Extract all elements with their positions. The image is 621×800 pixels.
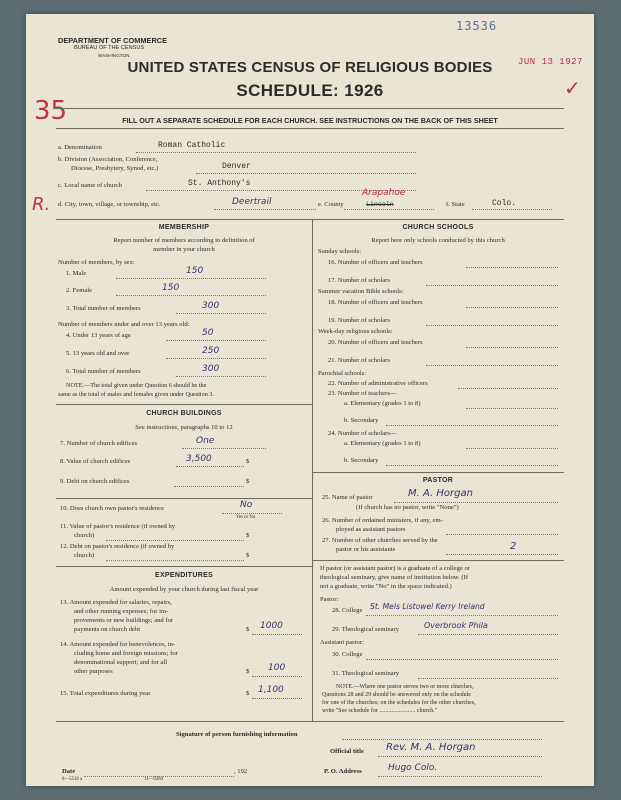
church-name-field[interactable]: St. Anthony's — [188, 179, 251, 188]
graduate-text-1: If pastor (or assistant pastor) is a graduate of a college or — [320, 565, 470, 572]
expenditures-rule — [56, 566, 312, 567]
q1-label: 1. Male — [66, 270, 87, 277]
membership-note-2: same as the total of males and females given under Question 3. — [58, 391, 215, 398]
margin-number: 35 — [34, 96, 68, 126]
q29-label: 29. Theological seminary — [332, 626, 400, 633]
q23b-field[interactable] — [386, 425, 558, 426]
q12-debt-field[interactable] — [106, 560, 244, 561]
q11-label-1: 11. Value of pastor's residence (if owned by — [60, 523, 176, 530]
division-label-2: Diocese, Presbytery, Synod, etc.) — [71, 165, 159, 172]
q26-label-2: ployed as assistant pastors — [336, 526, 406, 533]
q13-dollar: $ — [246, 626, 250, 633]
q10-line — [222, 513, 282, 514]
form-number: 8—5518 a — [62, 777, 83, 782]
buildings-title: CHURCH BUILDINGS — [146, 410, 222, 417]
year-label: , 192 — [234, 768, 248, 775]
top-rule — [56, 108, 564, 109]
q11-value-field[interactable] — [106, 540, 244, 541]
q5-label: 5. 13 years old and over — [66, 350, 130, 357]
q14-label-1: 14. Amount expended for benevolences, in- — [60, 641, 176, 648]
po-address-field[interactable]: Hugo Colo. — [388, 763, 438, 773]
q28-college-field[interactable]: St. Mels Listowel Kerry Ireland — [370, 602, 485, 611]
q17-label: 17. Number of scholars — [328, 277, 390, 284]
denomination-field[interactable]: Roman Catholic — [158, 141, 226, 150]
q24a-label: a. Elementary (grades 1 to 8) — [344, 440, 421, 447]
q25-label: 25. Name of pastor — [322, 494, 373, 501]
expenditures-title: EXPENDITURES — [154, 572, 214, 579]
q10-owns-residence-field[interactable]: No — [240, 500, 253, 510]
membership-title: MEMBERSHIP — [158, 224, 210, 231]
by-sex-label: Number of members, by sex: — [58, 259, 135, 266]
q2-female-field[interactable]: 150 — [162, 283, 180, 293]
q13-label-4: payments on church debt — [74, 626, 141, 633]
q4-label: 4. Under 13 years of age — [66, 332, 131, 339]
q12-label-1: 12. Debt on pastor's residence (if owned by — [60, 543, 175, 550]
pastor-title: PASTOR — [422, 477, 454, 484]
q14-dollar: $ — [246, 668, 250, 675]
pastor-note-3: for one of the churches; on the schedules for the other churches, — [322, 700, 476, 706]
q15-dollar: $ — [246, 690, 250, 697]
footer-rule — [56, 721, 564, 722]
county-line — [344, 209, 434, 210]
denomination-label: a. Denomination — [58, 144, 102, 151]
q8-label: 8. Value of church edifices — [60, 458, 131, 465]
division-field[interactable]: Denver — [222, 162, 251, 171]
q7-line — [182, 448, 266, 449]
pastor-sublabel: Pastor: — [320, 596, 339, 603]
print-number: 11—9284 — [144, 777, 164, 782]
q9-debt-field[interactable] — [174, 486, 244, 487]
q22-field[interactable] — [458, 388, 558, 389]
q16-field[interactable] — [466, 267, 558, 268]
serial-number: 13536 — [456, 19, 498, 33]
q3-total-field[interactable]: 300 — [202, 301, 220, 311]
q20-label: 20. Number of officers and teachers — [328, 339, 423, 346]
q1-line — [116, 278, 266, 279]
q25-hint: (If church has no pastor, write "None") — [356, 504, 459, 511]
q24b-label: b. Secondary — [344, 457, 379, 464]
q13-label-1: 13. Amount expended for salaries, repairs, — [60, 599, 172, 606]
q2-line — [116, 295, 266, 296]
q31-label: 31. Theological seminary — [332, 670, 400, 677]
q24a-field[interactable] — [466, 448, 558, 449]
pastor-note-4: write "See schedule for ........................ church." — [322, 708, 438, 714]
q13-line — [252, 634, 302, 635]
q30-college-field[interactable] — [366, 659, 558, 660]
q18-label: 18. Number of officers and teachers — [328, 299, 423, 306]
pastor-rule — [312, 472, 564, 473]
q14-amount-field[interactable]: 100 — [268, 663, 286, 673]
sunday-schools-label: Sunday schools: — [318, 248, 362, 255]
q27-line — [446, 554, 558, 555]
city-field[interactable]: Deertrail — [232, 197, 272, 207]
q17-field[interactable] — [426, 285, 558, 286]
form-subtitle: SCHEDULE: 1926 — [236, 81, 384, 100]
q26-label-1: 26. Number of ordained ministers, if any, em- — [322, 517, 443, 524]
q13-label-3: provements or new buildings; and for — [74, 617, 174, 624]
q27-label-2: pastor or his assistants — [336, 546, 396, 553]
q14-label-3: denominational support; and for all — [74, 659, 168, 666]
q21-field[interactable] — [426, 365, 558, 366]
q11-dollar: $ — [246, 532, 250, 539]
q24b-field[interactable] — [386, 465, 558, 466]
q7-label: 7. Number of church edifices — [60, 440, 138, 447]
official-title-line — [378, 756, 542, 757]
weekday-schools-label: Week-day religious schools: — [318, 328, 393, 335]
q10-label: 10. Does church own pastor's residence — [60, 505, 165, 512]
state-line — [472, 209, 552, 210]
form-title: UNITED STATES CENSUS OF RELIGIOUS BODIES — [127, 59, 493, 76]
q11-label-2: church) — [74, 532, 95, 539]
department-name: DEPARTMENT OF COMMERCE — [58, 36, 168, 45]
q6-total-field[interactable]: 300 — [202, 364, 220, 374]
buildings-intro: See instructions, paragraphs 10 to 12 — [135, 424, 233, 431]
membership-intro-2: member in your church — [153, 246, 215, 253]
q21-label: 21. Number of scholars — [328, 357, 390, 364]
q23a-field[interactable] — [466, 408, 558, 409]
membership-note-1: NOTE.—The total given under Question 6 should be the — [66, 382, 207, 389]
signature-field[interactable] — [342, 739, 542, 740]
q3-label: 3. Total number of members — [66, 305, 141, 312]
q8-value-field[interactable]: 3,500 — [186, 454, 212, 464]
division-line — [196, 173, 416, 174]
q3-line — [176, 313, 266, 314]
margin-letter: R. — [32, 194, 51, 215]
q13-amount-field[interactable]: 1000 — [260, 621, 283, 631]
body-top-rule — [56, 219, 564, 220]
age-intro-label: Number of members under and over 13 years old: — [58, 321, 190, 328]
q12-dollar: $ — [246, 552, 250, 559]
q23-label: 23. Number of teachers— — [328, 390, 397, 397]
schools-title: CHURCH SCHOOLS — [402, 224, 474, 231]
county-struck-value: Lincoln — [366, 201, 394, 208]
bureau-name: BUREAU OF THE CENSUS — [74, 45, 145, 51]
city-name: WASHINGTON — [98, 53, 130, 58]
q27-churches-field[interactable]: 2 — [510, 541, 517, 552]
state-label: f. State — [446, 201, 465, 208]
q14-label-4: other purposes — [74, 668, 113, 675]
division-label-1: b. Division (Association, Conference, — [58, 156, 158, 163]
q13-label-2: and other running expenses; for im- — [74, 608, 169, 615]
q2-label: 2. Female — [66, 287, 93, 294]
po-address-label: P. O. Address — [324, 768, 362, 775]
instruction-banner: FILL OUT A SEPARATE SCHEDULE FOR EACH CHURCH. SEE INSTRUCTIONS ON THE BACK OF THIS SHEET — [122, 116, 498, 125]
graduate-text-3: not a graduate, write "No" in the space indicated.) — [320, 583, 452, 590]
check-mark-icon: ✓ — [564, 76, 581, 100]
q9-dollar: $ — [246, 478, 250, 485]
q15-total-field[interactable]: 1,100 — [258, 685, 284, 695]
expenditures-intro: Amount expended by your church during last fiscal year — [109, 586, 259, 593]
q22-label: 22. Number of administrative officers — [328, 380, 428, 387]
residence-rule — [56, 498, 312, 499]
q29-seminary-field[interactable]: Overbrook Phila — [424, 621, 488, 630]
q16-label: 16. Number of officers and teachers — [328, 259, 423, 266]
q4-under13-field[interactable]: 50 — [202, 328, 214, 338]
q26-field[interactable] — [446, 534, 558, 535]
q19-field[interactable] — [426, 325, 558, 326]
state-field[interactable]: Colo. — [492, 199, 517, 208]
q14-line — [252, 676, 302, 677]
q28-line — [366, 615, 558, 616]
q12-label-2: church) — [74, 552, 95, 559]
membership-intro-1: Report number of members according to definition of — [113, 237, 255, 244]
q23a-label: a. Elementary (grades 1 to 8) — [344, 400, 421, 407]
signature-label: Signature of person furnishing information — [176, 731, 298, 738]
q1-male-field[interactable]: 150 — [186, 266, 204, 276]
city-label: d. City, town, village, or township, etc. — [58, 201, 161, 208]
q25-pastor-name-field[interactable]: M. A. Horgan — [408, 488, 473, 499]
schools-intro: Report here only schools conducted by this church — [371, 237, 505, 244]
summer-schools-label: Summer vacation Bible schools: — [318, 288, 404, 295]
pastor-note-2: Questions 28 and 29 should be answered only on the schedule — [322, 692, 471, 698]
q25-line — [394, 502, 558, 503]
q7-edifices-field[interactable]: One — [196, 436, 215, 446]
q30-label: 30. College — [332, 651, 363, 658]
received-date-stamp: JUN 13 1927 — [518, 57, 583, 67]
q4-line — [166, 340, 266, 341]
q8-line — [176, 466, 244, 467]
city-line — [214, 209, 316, 210]
q18-field[interactable] — [466, 307, 558, 308]
q6-label: 6. Total number of members — [66, 368, 141, 375]
instruction-rule — [56, 128, 564, 129]
county-label: e. County — [318, 201, 344, 208]
q15-label: 15. Total expenditures during year — [60, 690, 151, 697]
q27-label-1: 27. Number of other churches served by the — [322, 537, 438, 544]
parochial-schools-label: Parochial schools: — [318, 370, 367, 377]
date-label: Date — [62, 768, 76, 775]
denomination-line — [136, 152, 416, 153]
q19-label: 19. Number of scholars — [328, 317, 390, 324]
q28-label: 28. College — [332, 607, 363, 614]
buildings-rule — [56, 404, 312, 405]
official-title-field[interactable]: Rev. M. A. Horgan — [386, 742, 476, 753]
column-divider — [312, 219, 313, 721]
pastor-note-1: NOTE.—Where one pastor serves two or more churches, — [336, 684, 474, 690]
q10-hint: Yes or No — [236, 515, 256, 520]
po-address-line — [378, 776, 542, 777]
graduate-rule — [312, 560, 564, 561]
census-schedule-sheet — [26, 14, 594, 786]
q5-line — [166, 358, 266, 359]
official-title-label: Official title — [330, 748, 364, 755]
assistant-pastor-label: Assistant pastor: — [320, 639, 364, 646]
church-name-label: c. Local name of church — [58, 182, 122, 189]
q9-label: 9. Debt on church edifices — [60, 478, 130, 485]
q14-label-2: cluding home and foreign missions; for — [74, 650, 178, 657]
graduate-text-2: theological seminary, give name of institution below. (If — [320, 574, 469, 581]
q8-dollar: $ — [246, 458, 250, 465]
q23b-label: b. Secondary — [344, 417, 379, 424]
q15-line — [252, 698, 302, 699]
q5-over13-field[interactable]: 250 — [202, 346, 220, 356]
county-field[interactable]: Arapahoe — [362, 188, 406, 198]
q24-label: 24. Number of scholars— — [328, 430, 397, 437]
q31-seminary-field[interactable] — [418, 678, 558, 679]
q20-field[interactable] — [466, 347, 558, 348]
q29-line — [418, 634, 558, 635]
q6-line — [176, 376, 266, 377]
